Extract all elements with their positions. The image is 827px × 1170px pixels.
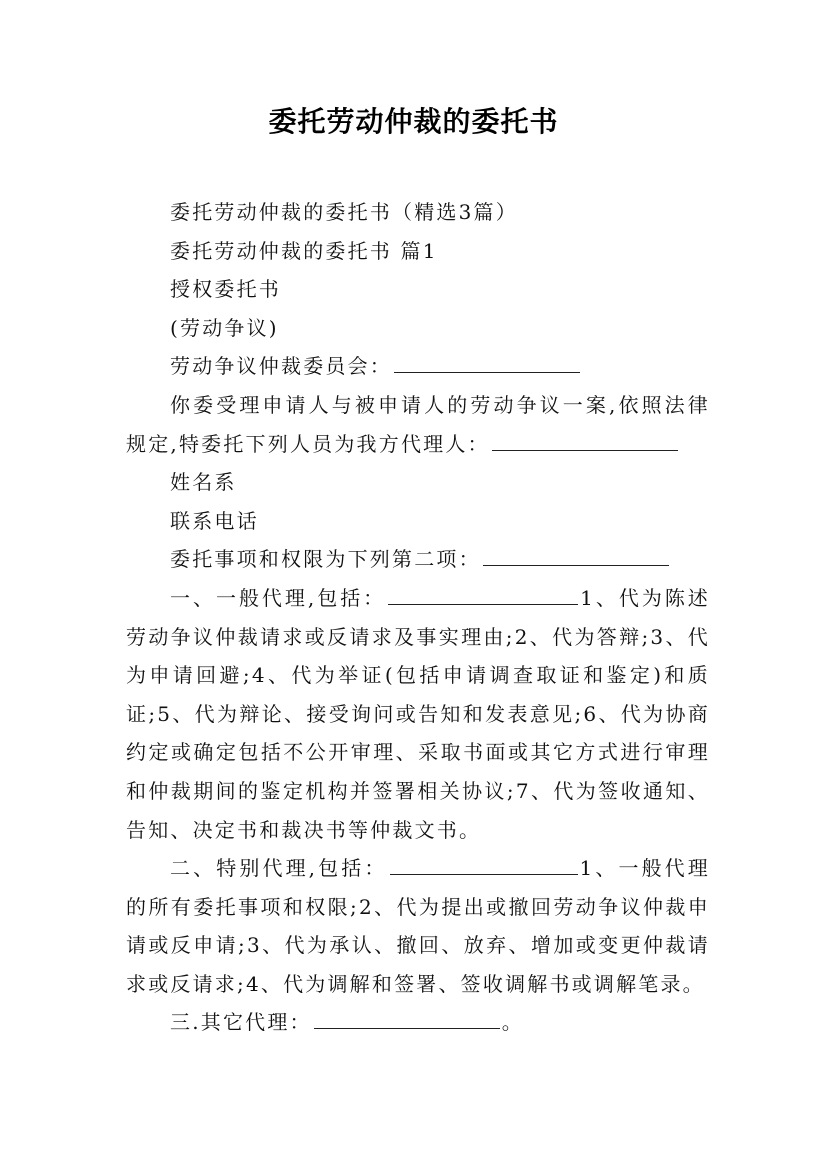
paragraph-general-agency	[126, 579, 710, 849]
paragraph-phone: 联系电话	[170, 508, 259, 533]
paragraph-dispute-type: (劳动争议)	[170, 315, 279, 340]
paragraph-scope-intro	[126, 540, 710, 579]
paragraph-other-agency	[126, 1003, 710, 1042]
general-agency-details: 1、代为陈述劳动争议仲裁请求或反请求及事实理由;2、代为答辩;3、代为申请回避;4、代为举证(包括申请调查取证和鉴定)和质证;5、代为辩论、接受询问或告知和发表意见;6、代为协商约定或确定包括不公开审理、采取书面或其它方式进行审理和仲裁期间的鉴定机构并签署相关协议;7、代为签收通知、告知、决定书和裁决书等仲裁文书。	[126, 585, 710, 842]
special-agency-details: 1、一般代理的所有委托事项和权限;2、代为提出或撤回劳动争议仲裁申请或反申请;3、代为承认、撤回、放弃、增加或变更仲裁请求或反请求;4、代为调解和签署、签收调解书或调解笔录。	[126, 856, 710, 996]
entrustment-text: 你委受理申请人与被申请人的劳动争议一案,依照法律规定,特委托下列人员为我方代理人：	[126, 392, 710, 456]
scope-label: 委托事项和权限为下列第二项：	[170, 547, 481, 572]
agent-blank	[492, 430, 678, 451]
paragraph-article-heading: 委托劳动仲裁的委托书 篇1	[170, 238, 438, 263]
special-agency-blank	[390, 854, 578, 875]
general-agency-blank	[388, 584, 578, 605]
paragraph-name: 姓名系	[170, 470, 237, 495]
paragraph-special-agency	[126, 849, 710, 1003]
other-agency-label: 三.其它代理：	[170, 1010, 312, 1035]
paragraph-selection-note: 委托劳动仲裁的委托书（精选3篇）	[170, 200, 518, 224]
document-body	[126, 193, 710, 1042]
other-agency-blank	[314, 1008, 500, 1029]
special-agency-lead: 二、特别代理,包括：	[170, 856, 388, 881]
other-agency-end: 。	[501, 1010, 524, 1035]
scope-blank	[483, 545, 669, 566]
document-title: 委托劳动仲裁的委托书	[268, 105, 559, 138]
paragraph-authorization-title: 授权委托书	[170, 277, 281, 302]
committee-label: 劳动争议仲裁委员会：	[170, 354, 392, 379]
paragraph-committee-addressee	[126, 347, 710, 386]
general-agency-lead: 一、一般代理,包括：	[170, 585, 387, 610]
committee-blank	[394, 352, 580, 373]
paragraph-entrustment-statement	[126, 386, 710, 463]
